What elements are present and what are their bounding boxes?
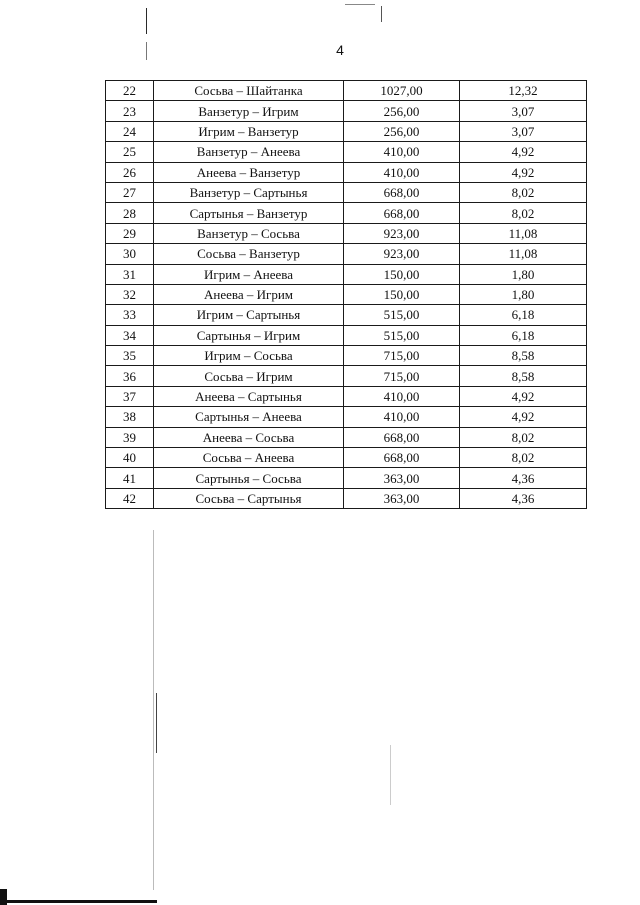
distance-value: 363,00 — [344, 468, 460, 488]
page-number: 4 — [336, 42, 344, 58]
row-number: 35 — [106, 346, 154, 366]
scan-mark — [345, 4, 375, 5]
scan-mark — [146, 42, 147, 60]
distance-value: 715,00 — [344, 346, 460, 366]
price-value: 8,02 — [460, 448, 587, 468]
route-name: Сосьва – Ванзетур — [154, 244, 344, 264]
route-name: Ванзетур – Сартынья — [154, 182, 344, 202]
route-name: Сосьва – Анеева — [154, 448, 344, 468]
scan-mark — [153, 530, 154, 890]
route-name: Игрим – Ванзетур — [154, 121, 344, 141]
row-number: 32 — [106, 284, 154, 304]
table-row — [106, 101, 587, 121]
table-row — [106, 386, 587, 406]
table-row — [106, 305, 587, 325]
row-number: 41 — [106, 468, 154, 488]
table-row — [106, 468, 587, 488]
row-number: 23 — [106, 101, 154, 121]
distance-value: 668,00 — [344, 182, 460, 202]
price-value: 4,92 — [460, 162, 587, 182]
price-value: 6,18 — [460, 305, 587, 325]
distance-value: 150,00 — [344, 284, 460, 304]
distance-value: 515,00 — [344, 325, 460, 345]
table-row — [106, 346, 587, 366]
price-value: 4,92 — [460, 142, 587, 162]
price-value: 1,80 — [460, 284, 587, 304]
table-row — [106, 448, 587, 468]
row-number: 37 — [106, 386, 154, 406]
price-value: 3,07 — [460, 121, 587, 141]
scan-mark — [146, 8, 147, 34]
route-name: Игрим – Сосьва — [154, 346, 344, 366]
scan-mark — [381, 6, 382, 22]
table-row — [106, 488, 587, 508]
route-name: Сартынья – Анеева — [154, 407, 344, 427]
table-row — [106, 182, 587, 202]
row-number: 31 — [106, 264, 154, 284]
row-number: 24 — [106, 121, 154, 141]
route-name: Анеева – Сартынья — [154, 386, 344, 406]
row-number: 28 — [106, 203, 154, 223]
distance-value: 1027,00 — [344, 81, 460, 101]
price-value: 12,32 — [460, 81, 587, 101]
price-value: 3,07 — [460, 101, 587, 121]
table-row — [106, 142, 587, 162]
distance-value: 668,00 — [344, 203, 460, 223]
route-name: Сартынья – Сосьва — [154, 468, 344, 488]
table-row — [106, 407, 587, 427]
price-value: 8,58 — [460, 346, 587, 366]
table-row — [106, 223, 587, 243]
row-number: 29 — [106, 223, 154, 243]
row-number: 33 — [106, 305, 154, 325]
price-value: 8,58 — [460, 366, 587, 386]
table-row — [106, 284, 587, 304]
distance-value: 410,00 — [344, 142, 460, 162]
scan-mark — [0, 889, 7, 905]
row-number: 30 — [106, 244, 154, 264]
row-number: 25 — [106, 142, 154, 162]
table-row — [106, 244, 587, 264]
price-value: 4,36 — [460, 468, 587, 488]
distance-value: 150,00 — [344, 264, 460, 284]
distance-value: 668,00 — [344, 427, 460, 447]
route-name: Сосьва – Игрим — [154, 366, 344, 386]
row-number: 42 — [106, 488, 154, 508]
price-value: 11,08 — [460, 223, 587, 243]
route-name: Ванзетур – Игрим — [154, 101, 344, 121]
row-number: 34 — [106, 325, 154, 345]
row-number: 38 — [106, 407, 154, 427]
route-name: Игрим – Анеева — [154, 264, 344, 284]
distance-value: 668,00 — [344, 448, 460, 468]
table-row — [106, 427, 587, 447]
route-name: Ванзетур – Сосьва — [154, 223, 344, 243]
table-row — [106, 81, 587, 101]
price-value: 4,36 — [460, 488, 587, 508]
scan-mark — [390, 745, 391, 805]
route-name: Сосьва – Сартынья — [154, 488, 344, 508]
distance-value: 363,00 — [344, 488, 460, 508]
price-value: 6,18 — [460, 325, 587, 345]
distance-value: 923,00 — [344, 244, 460, 264]
table-row — [106, 366, 587, 386]
distance-value: 256,00 — [344, 121, 460, 141]
distance-value: 715,00 — [344, 366, 460, 386]
price-value: 8,02 — [460, 203, 587, 223]
distance-value: 410,00 — [344, 162, 460, 182]
table-row — [106, 264, 587, 284]
table-row — [106, 325, 587, 345]
routes-table — [105, 80, 587, 509]
price-value: 4,92 — [460, 386, 587, 406]
price-value: 11,08 — [460, 244, 587, 264]
route-name: Ванзетур – Анеева — [154, 142, 344, 162]
route-name: Сартынья – Игрим — [154, 325, 344, 345]
row-number: 36 — [106, 366, 154, 386]
distance-value: 410,00 — [344, 386, 460, 406]
scan-mark — [7, 900, 157, 903]
price-value: 8,02 — [460, 427, 587, 447]
price-value: 1,80 — [460, 264, 587, 284]
table-row — [106, 162, 587, 182]
distance-value: 256,00 — [344, 101, 460, 121]
row-number: 39 — [106, 427, 154, 447]
routes-table-body — [106, 81, 587, 509]
row-number: 26 — [106, 162, 154, 182]
route-name: Анеева – Игрим — [154, 284, 344, 304]
scan-mark — [156, 693, 157, 753]
route-name: Анеева – Сосьва — [154, 427, 344, 447]
distance-value: 515,00 — [344, 305, 460, 325]
row-number: 22 — [106, 81, 154, 101]
distance-value: 410,00 — [344, 407, 460, 427]
price-value: 8,02 — [460, 182, 587, 202]
distance-value: 923,00 — [344, 223, 460, 243]
route-name: Сосьва – Шайтанка — [154, 81, 344, 101]
price-value: 4,92 — [460, 407, 587, 427]
route-name: Игрим – Сартынья — [154, 305, 344, 325]
table-row — [106, 203, 587, 223]
table-row — [106, 121, 587, 141]
row-number: 40 — [106, 448, 154, 468]
route-name: Сартынья – Ванзетур — [154, 203, 344, 223]
row-number: 27 — [106, 182, 154, 202]
route-name: Анеева – Ванзетур — [154, 162, 344, 182]
